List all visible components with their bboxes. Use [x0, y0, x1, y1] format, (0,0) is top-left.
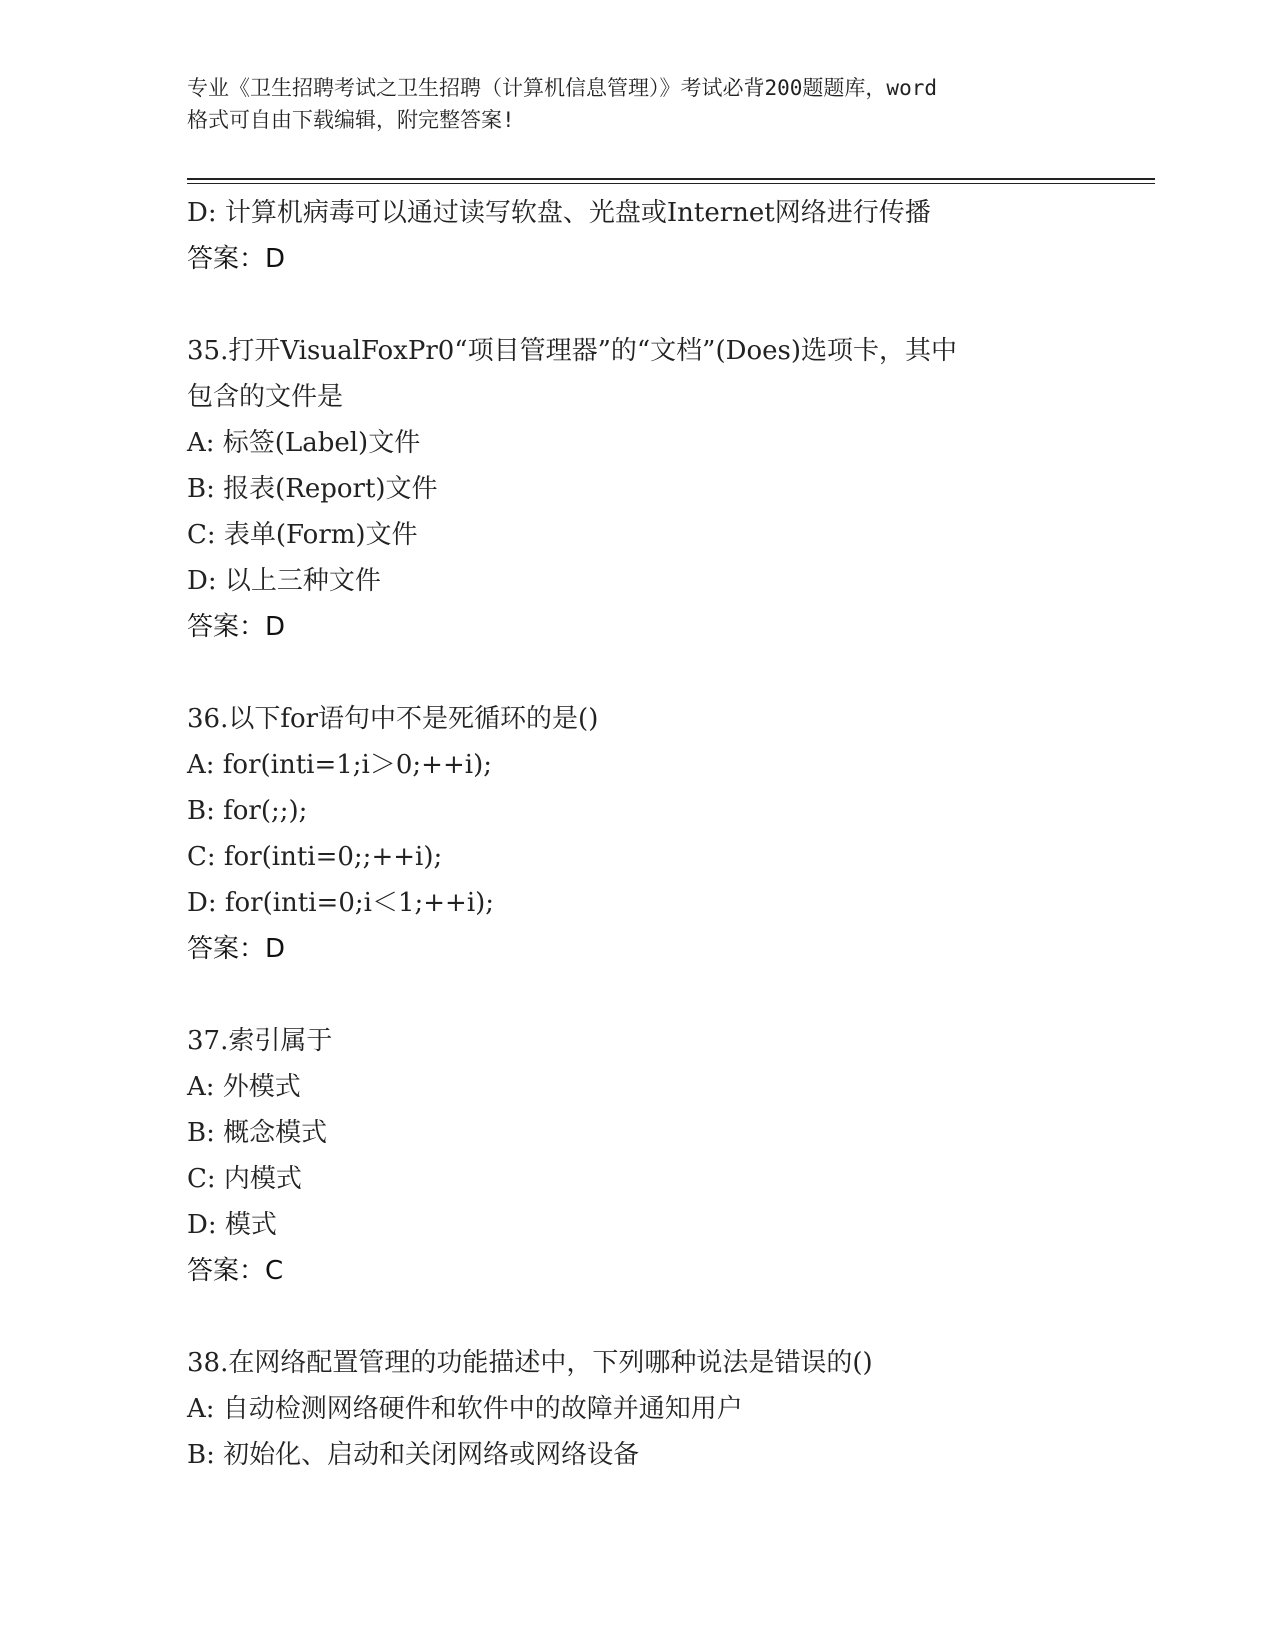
option-b: B: 初始化、启动和关闭网络或网络设备	[187, 1440, 640, 1470]
question-34	[187, 190, 1087, 282]
option-d: D: 以上三种文件	[187, 566, 381, 596]
document-header	[187, 72, 1087, 136]
option-c: C: 表单(Form)文件	[187, 520, 418, 550]
answer-line: 答案：D	[187, 244, 286, 274]
answer-line: 答案：C	[187, 1256, 284, 1286]
option-a: A: 外模式	[187, 1072, 301, 1102]
question-stem: 37.索引属于	[187, 1026, 333, 1056]
option-a: A: 标签(Label)文件	[187, 428, 421, 458]
question-38	[187, 1340, 1087, 1478]
option-a: A: for(inti=1;i＞0;++i);	[187, 750, 492, 780]
header-divider-thin	[187, 183, 1155, 184]
question-37	[187, 1018, 1087, 1294]
option-d: D: 模式	[187, 1210, 277, 1240]
option-d: D: for(inti=0;i＜1;++i);	[187, 888, 495, 918]
question-stem: 35.打开VisualFoxPr0“项目管理器”的“文档”(Does)选项卡，其中	[187, 336, 957, 366]
header-divider-thick	[187, 178, 1155, 180]
question-stem: 36.以下for语句中不是死循环的是()	[187, 704, 599, 734]
question-list	[187, 190, 1087, 1478]
question-stem-continued: 包含的文件是	[187, 382, 344, 412]
header-line-1: 专业《卫生招聘考试之卫生招聘（计算机信息管理）》考试必背200题题库，word	[187, 76, 937, 100]
option-b: B: for(;;);	[187, 796, 308, 826]
option-b: B: 概念模式	[187, 1118, 328, 1148]
question-stem: 38.在网络配置管理的功能描述中，下列哪种说法是错误的()	[187, 1348, 873, 1378]
spacer	[187, 1294, 1087, 1340]
question-36	[187, 696, 1087, 972]
answer-line: 答案：D	[187, 612, 286, 642]
question-35	[187, 328, 1087, 650]
option-c: C: for(inti=0;;++i);	[187, 842, 443, 872]
header-line-2: 格式可自由下载编辑，附完整答案!	[187, 108, 515, 132]
spacer	[187, 972, 1087, 1018]
option-d: D: 计算机病毒可以通过读写软盘、光盘或Internet网络进行传播	[187, 198, 931, 228]
spacer	[187, 650, 1087, 696]
option-b: B: 报表(Report)文件	[187, 474, 438, 504]
answer-line: 答案：D	[187, 934, 286, 964]
option-c: C: 内模式	[187, 1164, 302, 1194]
spacer	[187, 282, 1087, 328]
option-a: A: 自动检测网络硬件和软件中的故障并通知用户	[187, 1394, 743, 1424]
